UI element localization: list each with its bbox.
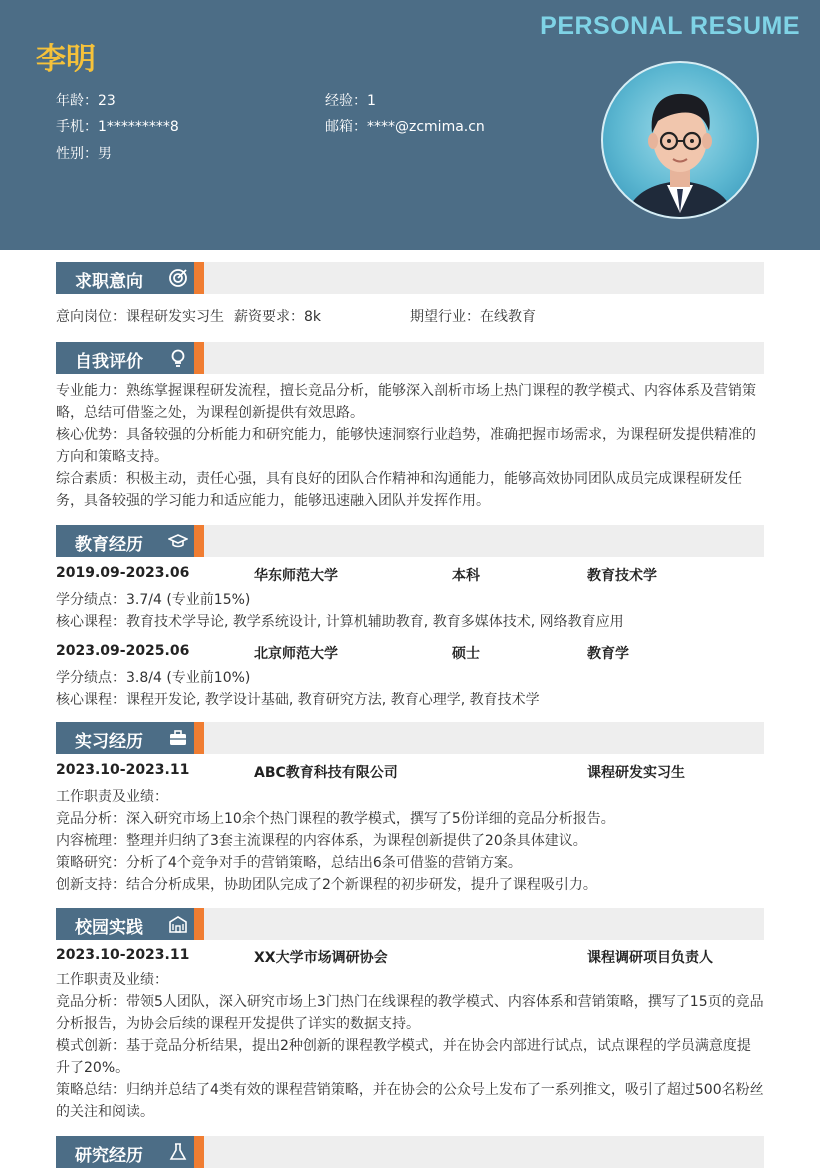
intern-date: 2023.10-2023.11 xyxy=(56,762,190,778)
section-header-internship xyxy=(56,722,764,754)
self-eval-professional: 专业能力：熟练掌握课程研发流程，擅长竞品分析，能够深入剖析市场上热门课程的教学模式、内容体系及营销策略，总结可借鉴之处，为课程创新提供有效思路。 xyxy=(56,383,756,421)
campus-line: 模式创新：基于竞品分析结果，提出2种创新的课程教学模式，并在协会内部进行试点，试点课程的学员满意度提升了20%。 xyxy=(56,1038,751,1076)
edu-date: 2019.09-2023.06 xyxy=(56,565,190,581)
intern-line: 工作职责及业绩： xyxy=(56,789,168,805)
edu-degree: 本科 xyxy=(452,568,480,584)
intent-salary: 薪资要求：8k xyxy=(234,309,322,325)
intern-role: 课程研发实习生 xyxy=(587,765,685,781)
edu-courses: 核心课程：课程开发论, 教学设计基础, 教育研究方法, 教育心理学, 教育技术学 xyxy=(56,692,540,708)
edu-major: 教育学 xyxy=(587,646,629,662)
intern-line: 策略研究：分析了4个竞争对手的营销策略，总结出6条可借鉴的营销方案。 xyxy=(56,855,522,871)
section-title: 自我评价 xyxy=(75,352,143,372)
edu-major: 教育技术学 xyxy=(587,568,657,584)
intern-line: 竞品分析：深入研究市场上10余个热门课程的教学模式，撰写了5份详细的竞品分析报告。 xyxy=(56,811,615,827)
gender: 性别：男 xyxy=(56,146,112,162)
graduation-cap-icon xyxy=(168,531,188,551)
intent-industry: 期望行业：在线教育 xyxy=(410,309,536,325)
intern-line: 内容梳理：整理并归纳了3套主流课程的内容体系，为课程创新提供了20条具体建议。 xyxy=(56,833,587,849)
campus-org: XX大学市场调研协会 xyxy=(254,950,388,966)
edu-gpa: 学分绩点：3.7/4 (专业前15%) xyxy=(56,592,251,608)
section-header-education xyxy=(56,525,764,557)
edu-courses: 核心课程：教育技术学导论, 教学系统设计, 计算机辅助教育, 教育多媒体技术, 网络教育应用 xyxy=(56,614,624,630)
flask-icon xyxy=(168,1142,188,1162)
campus-line: 策略总结：归纳并总结了4类有效的课程营销策略，并在协会的公众号上发布了一系列推文，吸引了超过500名粉丝的关注和阅读。 xyxy=(56,1082,764,1120)
briefcase-icon xyxy=(168,728,188,748)
experience: 经验：1 xyxy=(325,93,376,109)
section-header-research xyxy=(56,1136,764,1168)
campus-role: 课程调研项目负责人 xyxy=(587,950,713,966)
edu-school: 华东师范大学 xyxy=(254,568,338,584)
target-icon xyxy=(168,268,188,288)
person-portrait-icon xyxy=(603,63,757,217)
self-eval-strength: 核心优势：具备较强的分析能力和研究能力，能够快速洞察行业趋势，准确把握市场需求，为课程研发提供精准的方向和策略支持。 xyxy=(56,427,756,465)
lightbulb-icon xyxy=(168,348,188,368)
edu-gpa: 学分绩点：3.8/4 (专业前10%) xyxy=(56,670,251,686)
age: 年龄：23 xyxy=(56,93,116,109)
resume-title: PERSONAL RESUME xyxy=(540,12,800,40)
section-title: 实习经历 xyxy=(75,732,143,752)
profile-photo xyxy=(601,61,759,219)
campus-line: 竞品分析：带领5人团队，深入研究市场上3门热门在线课程的教学模式、内容体系和营销策略，撰写了15页的竞品分析报告，为协会后续的课程开发提供了详实的数据支持。 xyxy=(56,994,764,1032)
edu-date: 2023.09-2025.06 xyxy=(56,643,190,659)
candidate-name: 李明 xyxy=(36,42,96,77)
section-title: 教育经历 xyxy=(75,535,143,555)
email: 邮箱：****@zcmima.cn xyxy=(325,119,485,135)
intern-line: 创新支持：结合分析成果，协助团队完成了2个新课程的初步研发，提升了课程吸引力。 xyxy=(56,877,597,893)
intern-company: ABC教育科技有限公司 xyxy=(254,765,398,781)
edu-school: 北京师范大学 xyxy=(254,646,338,662)
section-header-campus xyxy=(56,908,764,940)
phone: 手机：1*********8 xyxy=(56,119,179,135)
self-eval-quality: 综合素质：积极主动，责任心强，具有良好的团队合作精神和沟通能力，能够高效协同团队成员完成课程研发任务，具备较强的学习能力和适应能力，能够迅速融入团队并发挥作用。 xyxy=(56,471,742,509)
campus-line: 工作职责及业绩： xyxy=(56,972,168,988)
intent-position: 意向岗位：课程研发实习生 xyxy=(56,309,224,325)
section-title: 校园实践 xyxy=(75,918,143,938)
campus-date: 2023.10-2023.11 xyxy=(56,947,190,963)
resume-header xyxy=(0,0,820,250)
section-header-self xyxy=(56,342,764,374)
section-title: 研究经历 xyxy=(75,1146,143,1166)
section-title: 求职意向 xyxy=(75,272,143,292)
edu-degree: 硕士 xyxy=(452,646,480,662)
building-icon xyxy=(168,914,188,934)
section-header-intent xyxy=(56,262,764,294)
